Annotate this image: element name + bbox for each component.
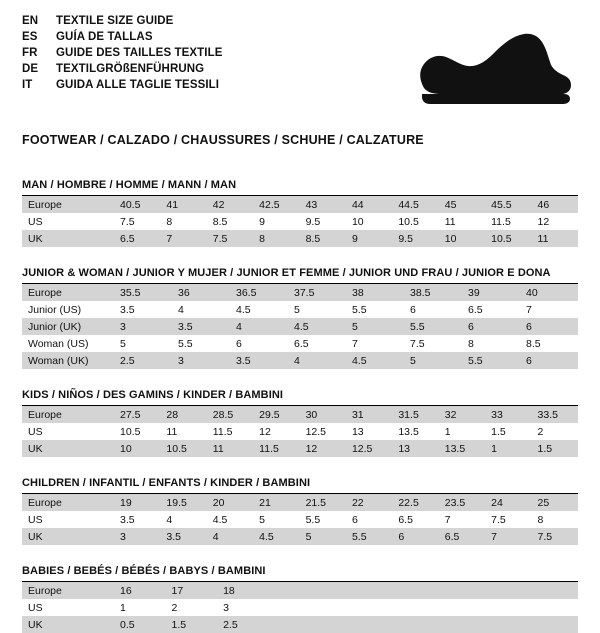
cell: 13: [392, 440, 438, 457]
row-label: US: [28, 601, 43, 614]
cell: 6: [520, 352, 578, 369]
table-row: [22, 582, 578, 599]
cell: 10.5: [160, 440, 206, 457]
cell: 28: [160, 406, 206, 423]
cell: 5: [404, 352, 462, 369]
language-row: [22, 46, 223, 61]
cell: 16: [114, 582, 166, 599]
cell: 1: [485, 440, 531, 457]
cell: 0.5: [114, 616, 166, 633]
row-label: Woman (US): [28, 337, 89, 350]
cell: 6: [236, 337, 242, 350]
cell: 4: [207, 528, 253, 545]
cell: 4.5: [346, 352, 404, 369]
cell: 7.5: [207, 230, 253, 247]
cell: 38: [346, 284, 404, 301]
cell: 7.5: [491, 513, 506, 526]
cell: [320, 582, 372, 599]
row-label: Europe: [22, 494, 114, 511]
section-title: BABIES / BEBÉS / BÉBÉS / BABYS / BAMBINI: [22, 565, 266, 577]
cell: 7.5: [410, 337, 425, 350]
cell: 3.5: [160, 528, 206, 545]
section-title: MAN / HOMBRE / HOMME / MANN / MAN: [22, 179, 237, 191]
cell: 39: [462, 284, 520, 301]
cell: 4.5: [212, 513, 228, 526]
language-list: [22, 14, 223, 93]
cell: 3: [114, 528, 160, 545]
cell: 40: [520, 284, 578, 301]
cell: 42: [207, 196, 253, 213]
cell: 8: [537, 513, 544, 526]
cell: 22.5: [392, 494, 438, 511]
cell: [526, 582, 578, 599]
cell: [423, 599, 475, 616]
language-title: TEXTILE SIZE GUIDE: [56, 15, 174, 27]
cell: 13: [351, 425, 364, 438]
cell: 5: [294, 303, 300, 316]
cell: 12: [300, 440, 346, 457]
size-table-kids: [22, 406, 578, 457]
row-label: Europe: [22, 582, 114, 599]
cell: 21: [253, 494, 299, 511]
cell: [526, 616, 578, 633]
size-table-children: [22, 494, 578, 545]
cell: 7: [526, 303, 532, 316]
table-row: [22, 352, 578, 369]
cell: 6.5: [468, 303, 483, 316]
language-code: ES: [22, 31, 38, 43]
cell: 44: [346, 196, 392, 213]
table-row: [22, 301, 578, 318]
cell: [475, 616, 527, 633]
table-row: [22, 440, 578, 457]
cell: 10.5: [120, 425, 141, 438]
cell: 31.5: [392, 406, 438, 423]
cell: 8: [468, 337, 474, 350]
cell: 7: [444, 513, 451, 526]
cell: 40.5: [114, 196, 160, 213]
table-row: [22, 284, 578, 301]
cell: 24: [485, 494, 531, 511]
cell: 46: [532, 196, 578, 213]
cell: 1.5: [166, 616, 218, 633]
language-code: EN: [22, 15, 39, 27]
cell: 5: [120, 337, 126, 350]
cell: 11: [532, 230, 578, 247]
cell: 1.5: [491, 425, 506, 438]
section-title: CHILDREN / INFANTIL / ENFANTS / KINDER / BAMBINI: [22, 477, 311, 489]
cell: 5: [259, 513, 266, 526]
cell: [372, 599, 424, 616]
cell: 6.5: [294, 337, 309, 350]
cell: 10.5: [398, 215, 419, 228]
language-title: GUIDE DES TAILLES TEXTILE: [56, 47, 223, 59]
section-man: [22, 179, 578, 247]
cell: 31: [346, 406, 392, 423]
cell: 7: [485, 528, 531, 545]
category-title: FOOTWEAR / CALZADO / CHAUSSURES / SCHUHE / CALZATURE: [22, 133, 424, 147]
cell: [423, 582, 475, 599]
cell: 17: [166, 582, 218, 599]
cell: 4.5: [288, 318, 346, 335]
cell: 9.5: [392, 230, 438, 247]
row-label: UK: [22, 440, 114, 457]
cell: [269, 582, 321, 599]
table-row: [22, 196, 578, 213]
cell: [269, 616, 321, 633]
cell: 1.5: [532, 440, 578, 457]
cell: 37.5: [288, 284, 346, 301]
cell: 4: [178, 303, 184, 316]
cell: 11: [207, 440, 253, 457]
cell: 6.5: [398, 513, 413, 526]
cell: 4: [230, 318, 288, 335]
cell: [320, 616, 372, 633]
cell: 7.5: [120, 215, 135, 228]
cell: 12.5: [305, 425, 326, 438]
cell: [423, 616, 475, 633]
cell: 10: [114, 440, 160, 457]
language-code: FR: [22, 47, 38, 59]
cell: [269, 599, 321, 616]
table-row: [22, 423, 578, 440]
cell: 2: [171, 601, 178, 614]
language-title: GUIDA ALLE TAGLIE TESSILI: [56, 79, 220, 91]
cell: 12: [259, 425, 271, 438]
cell: 7: [160, 230, 206, 247]
row-label: Europe: [22, 284, 114, 301]
row-label: US: [28, 425, 43, 438]
cell: 8.5: [300, 230, 346, 247]
section-kids: [22, 389, 578, 457]
cell: 1: [120, 601, 126, 614]
cell: 2: [537, 425, 544, 438]
size-table-babies: [22, 582, 578, 633]
cell: 18: [217, 582, 269, 599]
size-table-man: [22, 196, 578, 247]
cell: 6: [410, 303, 416, 316]
row-label: US: [28, 215, 43, 228]
cell: [475, 582, 527, 599]
section-title: JUNIOR & WOMAN / JUNIOR Y MUJER / JUNIOR ET FEMME / JUNIOR UND FRAU / JUNIOR E DONA: [22, 267, 551, 279]
cell: 3: [172, 352, 230, 369]
cell: 30: [300, 406, 346, 423]
cell: 27.5: [114, 406, 160, 423]
cell: 5.5: [462, 352, 520, 369]
cell: 8: [166, 215, 173, 228]
cell: 10: [439, 230, 485, 247]
cell: 3: [223, 601, 229, 614]
cell: 6.5: [439, 528, 485, 545]
cell: 8.5: [526, 337, 541, 350]
section-babies: [22, 565, 578, 633]
cell: 13.5: [398, 425, 419, 438]
cell: 2.5: [217, 616, 269, 633]
language-row: [22, 78, 223, 93]
cell: 7: [352, 337, 358, 350]
section-title: KIDS / NIÑOS / DES GAMINS / KINDER / BAMBINI: [22, 389, 284, 401]
cell: 33.5: [532, 406, 578, 423]
cell: 32: [439, 406, 485, 423]
cell: 19.5: [160, 494, 206, 511]
cell: 6: [392, 528, 438, 545]
cell: 6: [520, 318, 578, 335]
cell: 11.5: [491, 215, 511, 228]
cell: 3.5: [120, 513, 135, 526]
cell: 5: [300, 528, 346, 545]
table-row: [22, 406, 578, 423]
table-row: [22, 230, 578, 247]
language-row: [22, 30, 223, 45]
cell: 45.5: [485, 196, 531, 213]
cell: 42.5: [253, 196, 299, 213]
cell: [372, 616, 424, 633]
cell: 7.5: [532, 528, 578, 545]
cell: 41: [160, 196, 206, 213]
cell: 8: [253, 230, 299, 247]
cell: [320, 599, 372, 616]
cell: 21.5: [300, 494, 346, 511]
section-junior-woman: [22, 267, 578, 369]
cell: 29.5: [253, 406, 299, 423]
row-label: Junior (UK): [22, 318, 114, 335]
cell: 12.5: [346, 440, 392, 457]
cell: 4: [166, 513, 173, 526]
table-row: [22, 616, 578, 633]
row-label: Junior (US): [28, 303, 82, 316]
cell: 36: [172, 284, 230, 301]
cell: 10.5: [485, 230, 531, 247]
cell: 6: [351, 513, 358, 526]
cell: 36.5: [230, 284, 288, 301]
cell: 45: [439, 196, 485, 213]
cell: 3.5: [172, 318, 230, 335]
language-code: DE: [22, 63, 39, 75]
page-header: [22, 14, 578, 120]
dress-shoe-icon: [382, 28, 572, 120]
cell: 4.5: [253, 528, 299, 545]
cell: 22: [346, 494, 392, 511]
cell: 20: [207, 494, 253, 511]
cell: 3.5: [120, 303, 135, 316]
cell: 5.5: [346, 528, 392, 545]
row-label: UK: [22, 616, 114, 633]
cell: 2.5: [114, 352, 172, 369]
cell: 8.5: [212, 215, 228, 228]
cell: 5: [346, 318, 404, 335]
cell: 5.5: [352, 303, 367, 316]
cell: 13.5: [439, 440, 485, 457]
table-row: [22, 528, 578, 545]
row-label: Europe: [22, 196, 114, 213]
size-table-junior-woman: [22, 284, 578, 369]
row-label: Europe: [22, 406, 114, 423]
table-row: [22, 318, 578, 335]
table-row: [22, 335, 578, 352]
cell: 6.5: [114, 230, 160, 247]
cell: 38.5: [404, 284, 462, 301]
cell: 6: [462, 318, 520, 335]
cell: 11.5: [253, 440, 299, 457]
cell: 3.5: [230, 352, 288, 369]
cell: 35.5: [114, 284, 172, 301]
cell: 9: [259, 215, 266, 228]
table-row: [22, 511, 578, 528]
row-label: UK: [22, 230, 114, 247]
section-children: [22, 477, 578, 545]
cell: 9.5: [305, 215, 321, 228]
table-row: [22, 213, 578, 230]
cell: 25: [532, 494, 578, 511]
cell: 33: [485, 406, 531, 423]
cell: 10: [351, 215, 364, 228]
cell: 23.5: [439, 494, 485, 511]
cell: 5.5: [178, 337, 193, 350]
language-code: IT: [22, 79, 33, 91]
row-label: Woman (UK): [22, 352, 114, 369]
language-row: [22, 62, 223, 77]
table-row: [22, 599, 578, 616]
table-row: [22, 494, 578, 511]
cell: 44.5: [392, 196, 438, 213]
cell: 11: [444, 215, 456, 228]
cell: [475, 599, 527, 616]
cell: 43: [300, 196, 346, 213]
row-label: US: [28, 513, 43, 526]
cell: 11.5: [212, 425, 233, 438]
cell: 5.5: [305, 513, 321, 526]
cell: 4: [288, 352, 346, 369]
cell: 19: [114, 494, 160, 511]
language-title: GUÍA DE TALLAS: [56, 31, 153, 43]
cell: 28.5: [207, 406, 253, 423]
row-label: UK: [22, 528, 114, 545]
cell: [372, 582, 424, 599]
language-row: [22, 14, 223, 29]
cell: 11: [166, 425, 178, 438]
cell: 4.5: [236, 303, 251, 316]
cell: [526, 599, 578, 616]
language-title: TEXTILGRÖßENFÜHRUNG: [56, 63, 205, 75]
cell: 3: [114, 318, 172, 335]
cell: 1: [444, 425, 451, 438]
cell: 12: [537, 215, 550, 228]
cell: 5.5: [404, 318, 462, 335]
cell: 9: [346, 230, 392, 247]
